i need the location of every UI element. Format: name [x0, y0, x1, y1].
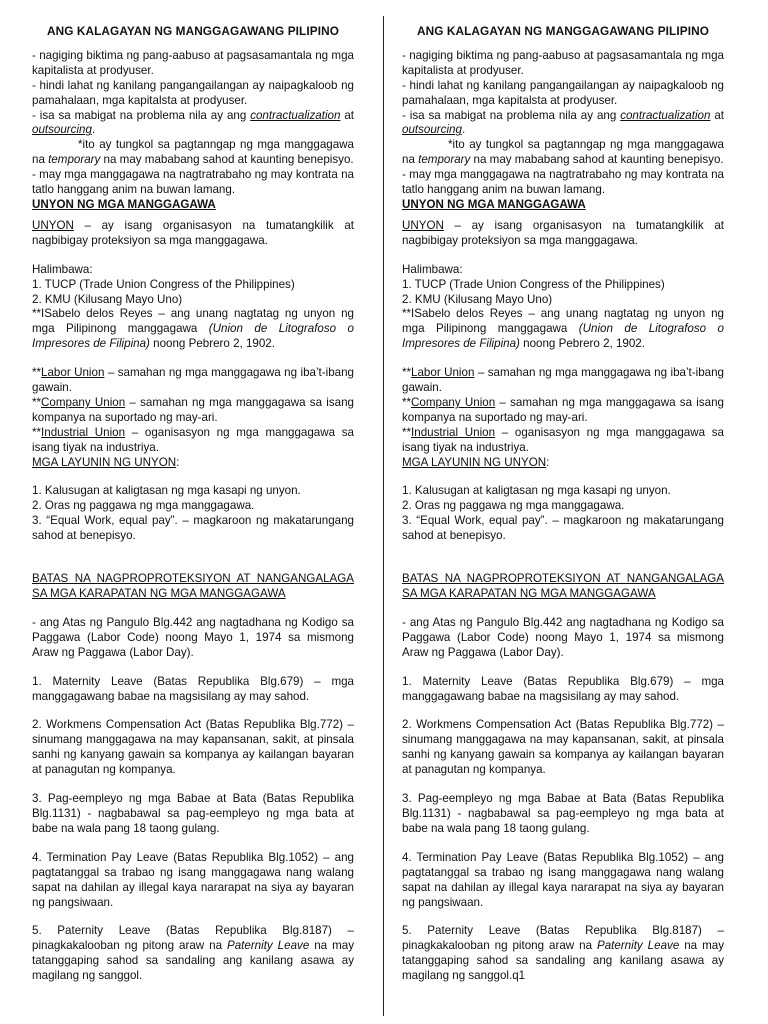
stray-suffix: q1 [512, 969, 526, 983]
labor-union-def: **Labor Union – samahan ng mga manggagawa ng iba’t-ibang gawain. [402, 366, 724, 395]
company-union-def: **Company Union – samahan ng mga manggagawa sa isang kompanya na suportado ng may-ari. [32, 395, 354, 424]
layunin-item: 1. Kalusugan at kaligtasan ng mga kasapi ng unyon. [402, 484, 671, 498]
kalagayan-item: - hindi lahat ng kanilang pangangailangan ay naipagkaloob ng pamahalaan, mga kapitalsta at prodyuser. [402, 78, 724, 107]
batas-heading: BATAS NA NAGPROPROTEKSIYON AT NANGANGALAGA SA MGA KARAPATAN NG MGA MANGGAGAWA [402, 572, 724, 600]
batas-item: 1. Maternity Leave (Batas Republika Blg.679) – mga manggagawang babae na magsisilang ay may sahod. [32, 674, 354, 703]
layunin-heading: MGA LAYUNIN NG UNYON: [32, 455, 180, 469]
kalagayan-note: *ito ay tungkol sa pagtanngap ng mga manggagawa na temporary na may mababang sahod at kaunting benepisyo. [32, 138, 354, 167]
left-column [32, 24, 354, 984]
unyon-heading: UNYON NG MGA MANGGAGAWA [402, 197, 586, 211]
batas-item: 3. Pag-eempleyo ng mga Babae at Bata (Batas Republika Blg.1131) - nagbabawal sa pag-eempleyo ng mga bata at babe na wala pang 18 taong gulang. [402, 792, 724, 835]
unyon-definition: UNYON – ay isang organisasyon na tumatangkilik at nagbibigay proteksiyon sa mga manggagawa. [402, 218, 724, 247]
batas-item: 4. Termination Pay Leave (Batas Republika Blg.1052) – ang pagtatanggal sa trabao ng isang manggagawa nang walang sapat na dahilan ay illegal kaya nararapat na siya ay bayaran ng pangsiwaan. [402, 850, 724, 909]
industrial-union-def: **Industrial Union – oganisasyon ng mga manggagawa sa isang tiyak na industriya. [402, 425, 725, 454]
batas-heading: BATAS NA NAGPROPROTEKSIYON AT NANGANGALAGA SA MGA KARAPATAN NG MGA MANGGAGAWA [32, 572, 354, 600]
halimbawa-label: Halimbawa: [32, 262, 93, 276]
unyon-definition: UNYON – ay isang organisasyon na tumatangkilik at nagbibigay proteksiyon sa mga manggagawa. [32, 218, 354, 247]
batas-intro: - ang Atas ng Pangulo Blg.442 ang nagtadhana ng Kodigo sa Paggawa (Labor Code) noong Mayo 1, 1974 sa mismong Araw ng Paggawa (Labor Day). [32, 615, 354, 659]
kalagayan-item: - isa sa mabigat na problema nila ay ang contractualization at outsourcing. [32, 108, 354, 137]
batas-item: 5. Paternity Leave (Batas Republika Blg.8187) – pinagkakalooban ng pitong araw na Paternity Leave na may tatanggaping sahod sa sandaling ang kanilang asawa ay magilang ng sanggol.q1 [402, 924, 724, 983]
batas-item: 2. Workmens Compensation Act (Batas Republika Blg.772) – sinumang manggagawa na may kapansanan, sakit, at pinsala sanhi ng kanyang gawain sa kompanya ay kailangan bayaran at panagutan ng kompanya. [32, 718, 354, 777]
layunin-item: 2. Oras ng paggawa ng mga manggagawa. [402, 499, 625, 513]
batas-item: 4. Termination Pay Leave (Batas Republika Blg.1052) – ang pagtatanggal sa trabao ng isang manggagawa nang walang sapat na dahilan ay illegal kaya nararapat na siya ay bayaran ng pangsiwaan. [32, 850, 354, 909]
batas-item: 5. Paternity Leave (Batas Republika Blg.8187) – pinagkakalooban ng pitong araw na Paternity Leave na may tatanggaping sahod sa sandaling ang kanilang asawa ay magilang ng sanggol. [32, 924, 354, 983]
labor-union-def: **Labor Union – samahan ng mga manggagawa ng iba’t-ibang gawain. [32, 366, 354, 395]
industrial-union-def: **Industrial Union – oganisasyon ng mga manggagawa sa isang tiyak na industriya. [32, 425, 355, 454]
example-item: 1. TUCP (Trade Union Congress of the Philippines) [402, 277, 665, 291]
halimbawa-label: Halimbawa: [402, 262, 463, 276]
column-divider [383, 16, 384, 1016]
kalagayan-item: - hindi lahat ng kanilang pangangailangan ay naipagkaloob ng pamahalaan, mga kapitalsta at prodyuser. [32, 78, 354, 107]
kalagayan-item: - nagiging biktima ng pang-aabuso at pagsasamantala ng mga kapitalista at prodyuser. [402, 48, 724, 77]
example-item: 2. KMU (Kilusang Mayo Uno) [402, 292, 553, 306]
batas-intro: - ang Atas ng Pangulo Blg.442 ang nagtadhana ng Kodigo sa Paggawa (Labor Code) noong Mayo 1, 1974 sa mismong Araw ng Paggawa (Labor Day). [402, 615, 724, 659]
example-note: **ISabelo delos Reyes – ang unang nagtatag ng unyon ng mga Pilipinong manggagawa (Union de Litografoso o Impresores de Filipina) noong Pebrero 2, 1902. [32, 307, 354, 351]
kalagayan-item: - may mga manggagawa na nagtratrabaho ng may kontrata na tatlo hanggang anim na buwan lamang. [32, 168, 354, 197]
page-title: ANG KALAGAYAN NG MANGGAGAWANG PILIPINO [417, 24, 709, 38]
batas-item: 3. Pag-eempleyo ng mga Babae at Bata (Batas Republika Blg.1131) - nagbabawal sa pag-eempleyo ng mga bata at babe na wala pang 18 taong gulang. [32, 792, 354, 835]
unyon-heading: UNYON NG MGA MANGGAGAWA [32, 197, 216, 211]
kalagayan-item: - isa sa mabigat na problema nila ay ang contractualization at outsourcing. [402, 108, 724, 137]
layunin-item: 3. “Equal Work, equal pay”. – magkaroon ng makatarungang sahod at benepisyo. [32, 514, 354, 543]
company-union-def: **Company Union – samahan ng mga manggagawa sa isang kompanya na suportado ng may-ari. [402, 395, 724, 424]
batas-item: 2. Workmens Compensation Act (Batas Republika Blg.772) – sinumang manggagawa na may kapansanan, sakit, at pinsala sanhi ng kanyang gawain sa kompanya ay kailangan bayaran at panagutan ng kompanya. [402, 718, 724, 777]
kalagayan-note: *ito ay tungkol sa pagtanngap ng mga manggagawa na temporary na may mababang sahod at kaunting benepisyo. [402, 138, 724, 167]
layunin-item: 1. Kalusugan at kaligtasan ng mga kasapi ng unyon. [32, 484, 301, 498]
kalagayan-item: - may mga manggagawa na nagtratrabaho ng may kontrata na tatlo hanggang anim na buwan lamang. [402, 168, 724, 197]
kalagayan-item: - nagiging biktima ng pang-aabuso at pagsasamantala ng mga kapitalista at prodyuser. [32, 48, 354, 77]
layunin-heading: MGA LAYUNIN NG UNYON: [402, 455, 550, 469]
right-column [402, 24, 724, 984]
layunin-item: 2. Oras ng paggawa ng mga manggagawa. [32, 499, 255, 513]
example-item: 2. KMU (Kilusang Mayo Uno) [32, 292, 183, 306]
page-title: ANG KALAGAYAN NG MANGGAGAWANG PILIPINO [47, 24, 339, 38]
example-item: 1. TUCP (Trade Union Congress of the Philippines) [32, 277, 295, 291]
batas-item: 1. Maternity Leave (Batas Republika Blg.679) – mga manggagawang babae na magsisilang ay may sahod. [402, 674, 724, 703]
layunin-item: 3. “Equal Work, equal pay”. – magkaroon ng makatarungang sahod at benepisyo. [402, 514, 724, 543]
example-note: **ISabelo delos Reyes – ang unang nagtatag ng unyon ng mga Pilipinong manggagawa (Union de Litografoso o Impresores de Filipina) noong Pebrero 2, 1902. [402, 307, 724, 351]
